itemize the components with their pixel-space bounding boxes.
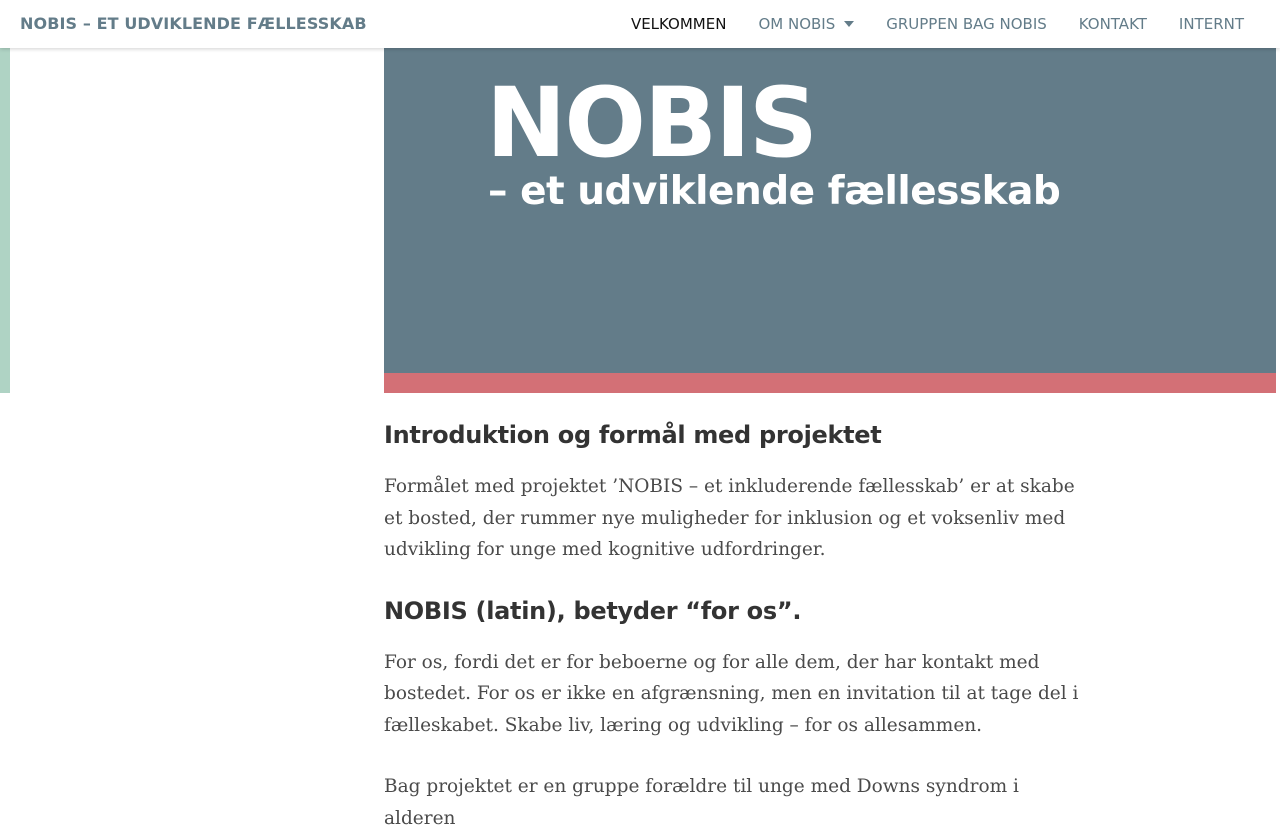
hero-banner <box>384 48 1276 373</box>
nav-item-om-nobis[interactable] <box>742 0 870 48</box>
paragraph-introduction: Formålet med projektet ’NOBIS – et inkluderende fællesskab’ er at skabe et bosted, der rummer nye muligheder for inklusion og et voksenliv med udvikling for unge med kognitive udfordringer. <box>384 476 1075 561</box>
nav-item-internt[interactable]: INTERNT <box>1178 15 1244 33</box>
paragraph-group-behind: Bag projektet er en gruppe forældre til unge med Downs syndrom i alderen <box>384 776 1019 829</box>
hero-accent-stripe <box>384 373 1276 393</box>
nav-item-om-nobis-label: OM NOBIS <box>758 15 836 33</box>
main-menu <box>615 0 1280 48</box>
heading-nobis-latin: NOBIS (latin), betyder “for os”. <box>384 596 802 625</box>
hero-subtitle: – et udviklende fællesskab <box>488 169 1061 214</box>
nav-item-velkommen[interactable]: VELKOMMEN <box>630 15 727 33</box>
heading-introduction: Introduktion og formål med projektet <box>384 421 882 449</box>
left-accent-bar <box>0 48 10 393</box>
nav-item-gruppen-bag-nobis[interactable]: GRUPPEN BAG NOBIS <box>886 15 1047 33</box>
nav-item-kontakt[interactable]: KONTAKT <box>1078 15 1147 33</box>
main-content <box>384 420 1084 834</box>
top-navigation-bar <box>0 0 1280 48</box>
caret-down-icon[interactable] <box>844 21 854 27</box>
site-title-link[interactable]: NOBIS – ET UDVIKLENDE FÆLLESSKAB <box>20 14 367 33</box>
paragraph-for-os: For os, fordi det er for beboerne og for alle dem, der har kontakt med bostedet. For os er ikke en afgrænsning, men en invitation til at tage del i fælleskabet. Skabe liv, læring og udvikling – for os allesammen. <box>384 651 1079 736</box>
hero-title: NOBIS <box>486 67 816 179</box>
